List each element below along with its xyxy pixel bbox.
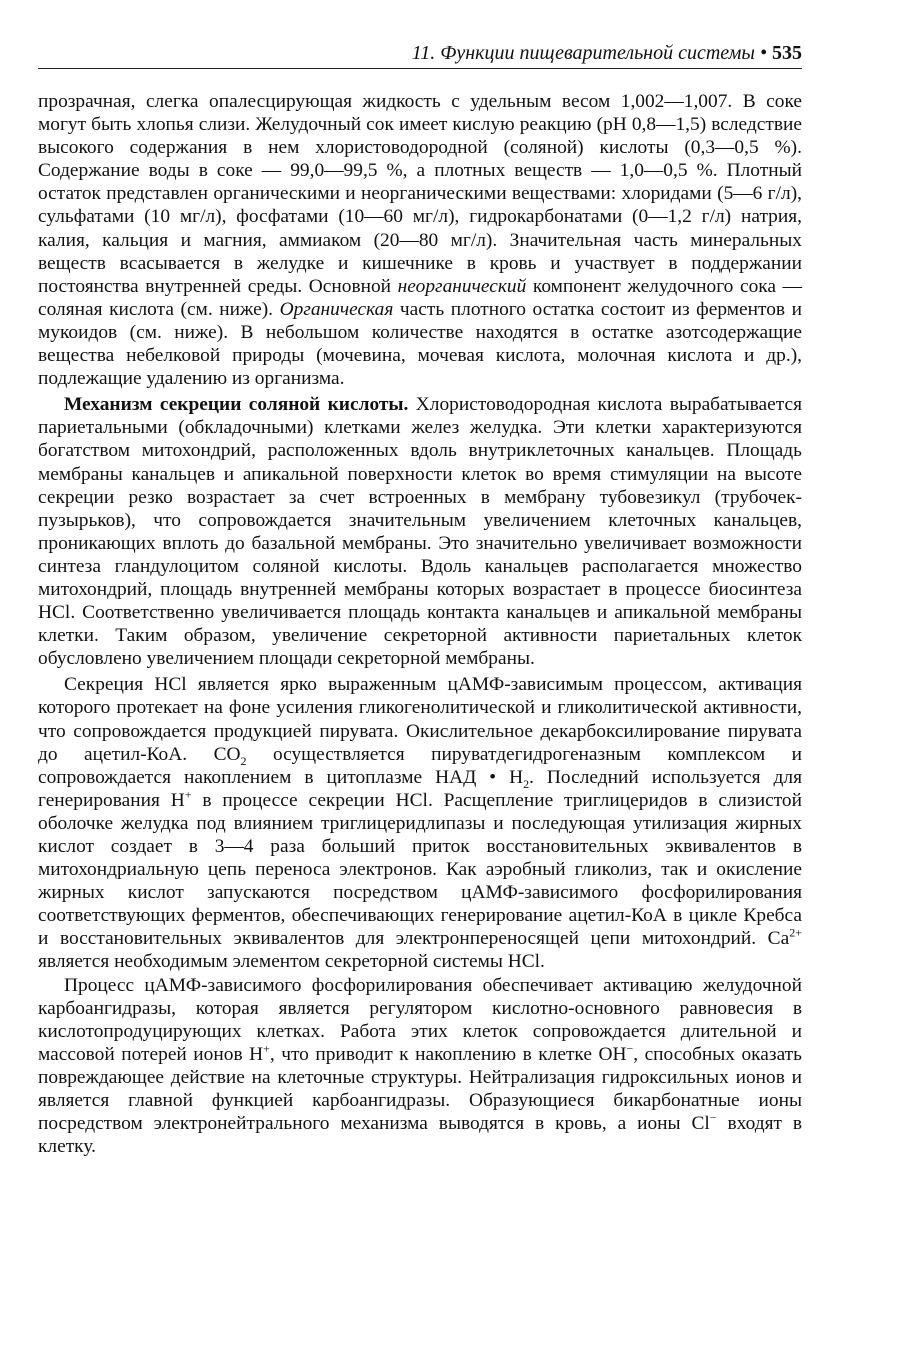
p4-superscript-3: − bbox=[709, 1110, 717, 1125]
running-title: 11. Функции пищеварительной системы bbox=[411, 42, 755, 64]
p1-italic-term-1: неорганический bbox=[397, 275, 527, 297]
section-heading: Механизм секреции соляной кислоты. bbox=[64, 394, 409, 416]
p3-text-b: осуществляется пируватдегидрогеназным комплексом и сопровождается накоплением в цитоплазме НАД • H bbox=[38, 743, 802, 788]
p4-text-c: , способных оказать повреждающее действие на клеточные структуры. Нейтрализация гидроксильных ионов и является главной функцией карбоангидразы. Образующиеся бикарбонатные ионы посредством электронейтрального механизма выводятся в кровь, а ионы Cl bbox=[38, 1043, 802, 1135]
p3-text-d: в процессе секреции HCl. Расщепление триглицеридов в слизистой оболочке желудка под влиянием триглицеридлипазы и последующая утилизация жирных кислот создает в 3—4 раза больший приток восстановительных эквивалентов в митохондриальную цепь переноса электронов. Как аэробный гликолиз, так и окисление жирных кислот запускаются посредством цАМФ-зависимого фосфорилирования соответствующих ферментов, обеспечивающих генерирование ацетил-КоА в цикле Кребса и восстановительных эквивалентов для электронпереносящей цепи митохондрий. Ca bbox=[38, 789, 802, 950]
p1-text-b: компонент желудочного сока — соляная кислота (см. ниже). bbox=[38, 275, 803, 320]
header-separator: • bbox=[759, 42, 767, 64]
p3-text-e: является необходимым элементом секреторной системы HCl. bbox=[38, 951, 545, 973]
p1-text-c: часть плотного остатка состоит из ферментов и мукоидов (см. ниже). В небольшом количестве находятся в остатке азотсодержащие вещества небелковой природы (мочевина, мочевая кислота, молочная кислота и др.), подлежащие удалению из организма. bbox=[38, 298, 802, 390]
p1-italic-term-2: Органическая bbox=[279, 298, 394, 320]
body-text bbox=[38, 90, 802, 1158]
p3-text-c: . Последний используется для генерирования H bbox=[38, 766, 802, 811]
page-number: 535 bbox=[772, 42, 802, 64]
running-header bbox=[38, 40, 802, 66]
paragraph-2 bbox=[38, 393, 802, 670]
paragraph-4 bbox=[38, 974, 802, 1159]
paragraph-3 bbox=[38, 673, 802, 973]
p3-superscript-2: 2+ bbox=[789, 925, 802, 940]
p3-text-a: Секреция HCl является ярко выраженным цАМФ-зависимым процессом, активация которого протекает на фоне усиления гликогенолитической и гликолитической активности, что сопровождается продукцией пирувата. Окислительное декарбоксилирование пирувата до ацетил-КоА. CO bbox=[38, 674, 802, 765]
p1-text-a: прозрачная, слегка опалесцирующая жидкость с удельным весом 1,002—1,007. В соке могут быть хлопья слизи. Желудочный сок имеет кислую реакцию (pH 0,8—1,5) вследствие высокого содержания в нем хлористоводородной (соляной) кислоты (0,3—0,5 %). Содержание воды в соке — 99,0—99,5 %, а плотных веществ — 1,0—0,5 %. Плотный остаток представлен органическими и неорганическими веществами: хлоридами (5—6 г/л), сульфатами (10 мг/л), фосфатами (10—60 мг/л), гидрокарбонатами (0—1,2 г/л) натрия, калия, кальция и магния, аммиаком (20—80 мг/л). Значительная часть минеральных веществ всасывается в желудке и кишечнике в кровь и участвует в поддержании постоянства внутренней среды. Основной bbox=[38, 91, 802, 297]
p4-text-d: входят в клетку. bbox=[38, 1113, 803, 1158]
p2-text: Хлористоводородная кислота вырабатывается париетальными (обкладочными) клетками желез желудка. Эти клетки характеризуются богатством митохондрий, расположенных вдоль внутриклеточных канальцев. Площадь мембраны канальцев и апикальной поверхности клеток во время стимуляции на высоте секреции резко возрастает за счет встроенных в мембрану тубовезикул (трубочек-пузырьков), что сопровождается значительным увеличением клеточных канальцев, проникающих вплоть до базальной мембраны. Это значительно увеличивает возможности синтеза гландулоцитом соляной кислоты. Вдоль канальцев располагается множество митохондрий, площадь внутренней мембраны которых возрастает в процессе биосинтеза HCl. Соответственно увеличивается площадь контакта канальцев и апикальной мембраны клетки. Таким образом, увеличение секреторной активности париетальных клеток обусловлено увеличением площади секреторной мембраны. bbox=[38, 394, 802, 670]
p4-text-a: Процесс цАМФ-зависимого фосфорилирования обеспечивает активацию желудочной карбоангидразы, которая является регулятором кислотно-основного равновесия в кислотопродуцирующих клетках. Работа этих клеток сопровождается длительной и массовой потерей ионов H bbox=[38, 974, 802, 1065]
header-rule bbox=[38, 68, 802, 69]
p4-superscript-1: + bbox=[263, 1041, 270, 1056]
p3-superscript-1: + bbox=[184, 787, 192, 802]
p3-subscript-1: 2 bbox=[240, 753, 247, 768]
p4-superscript-2: − bbox=[626, 1041, 634, 1056]
p4-text-b: , что приводит к накоплению в клетке OH bbox=[269, 1043, 627, 1065]
paragraph-1 bbox=[38, 90, 802, 390]
p3-subscript-2: 2 bbox=[523, 776, 530, 791]
